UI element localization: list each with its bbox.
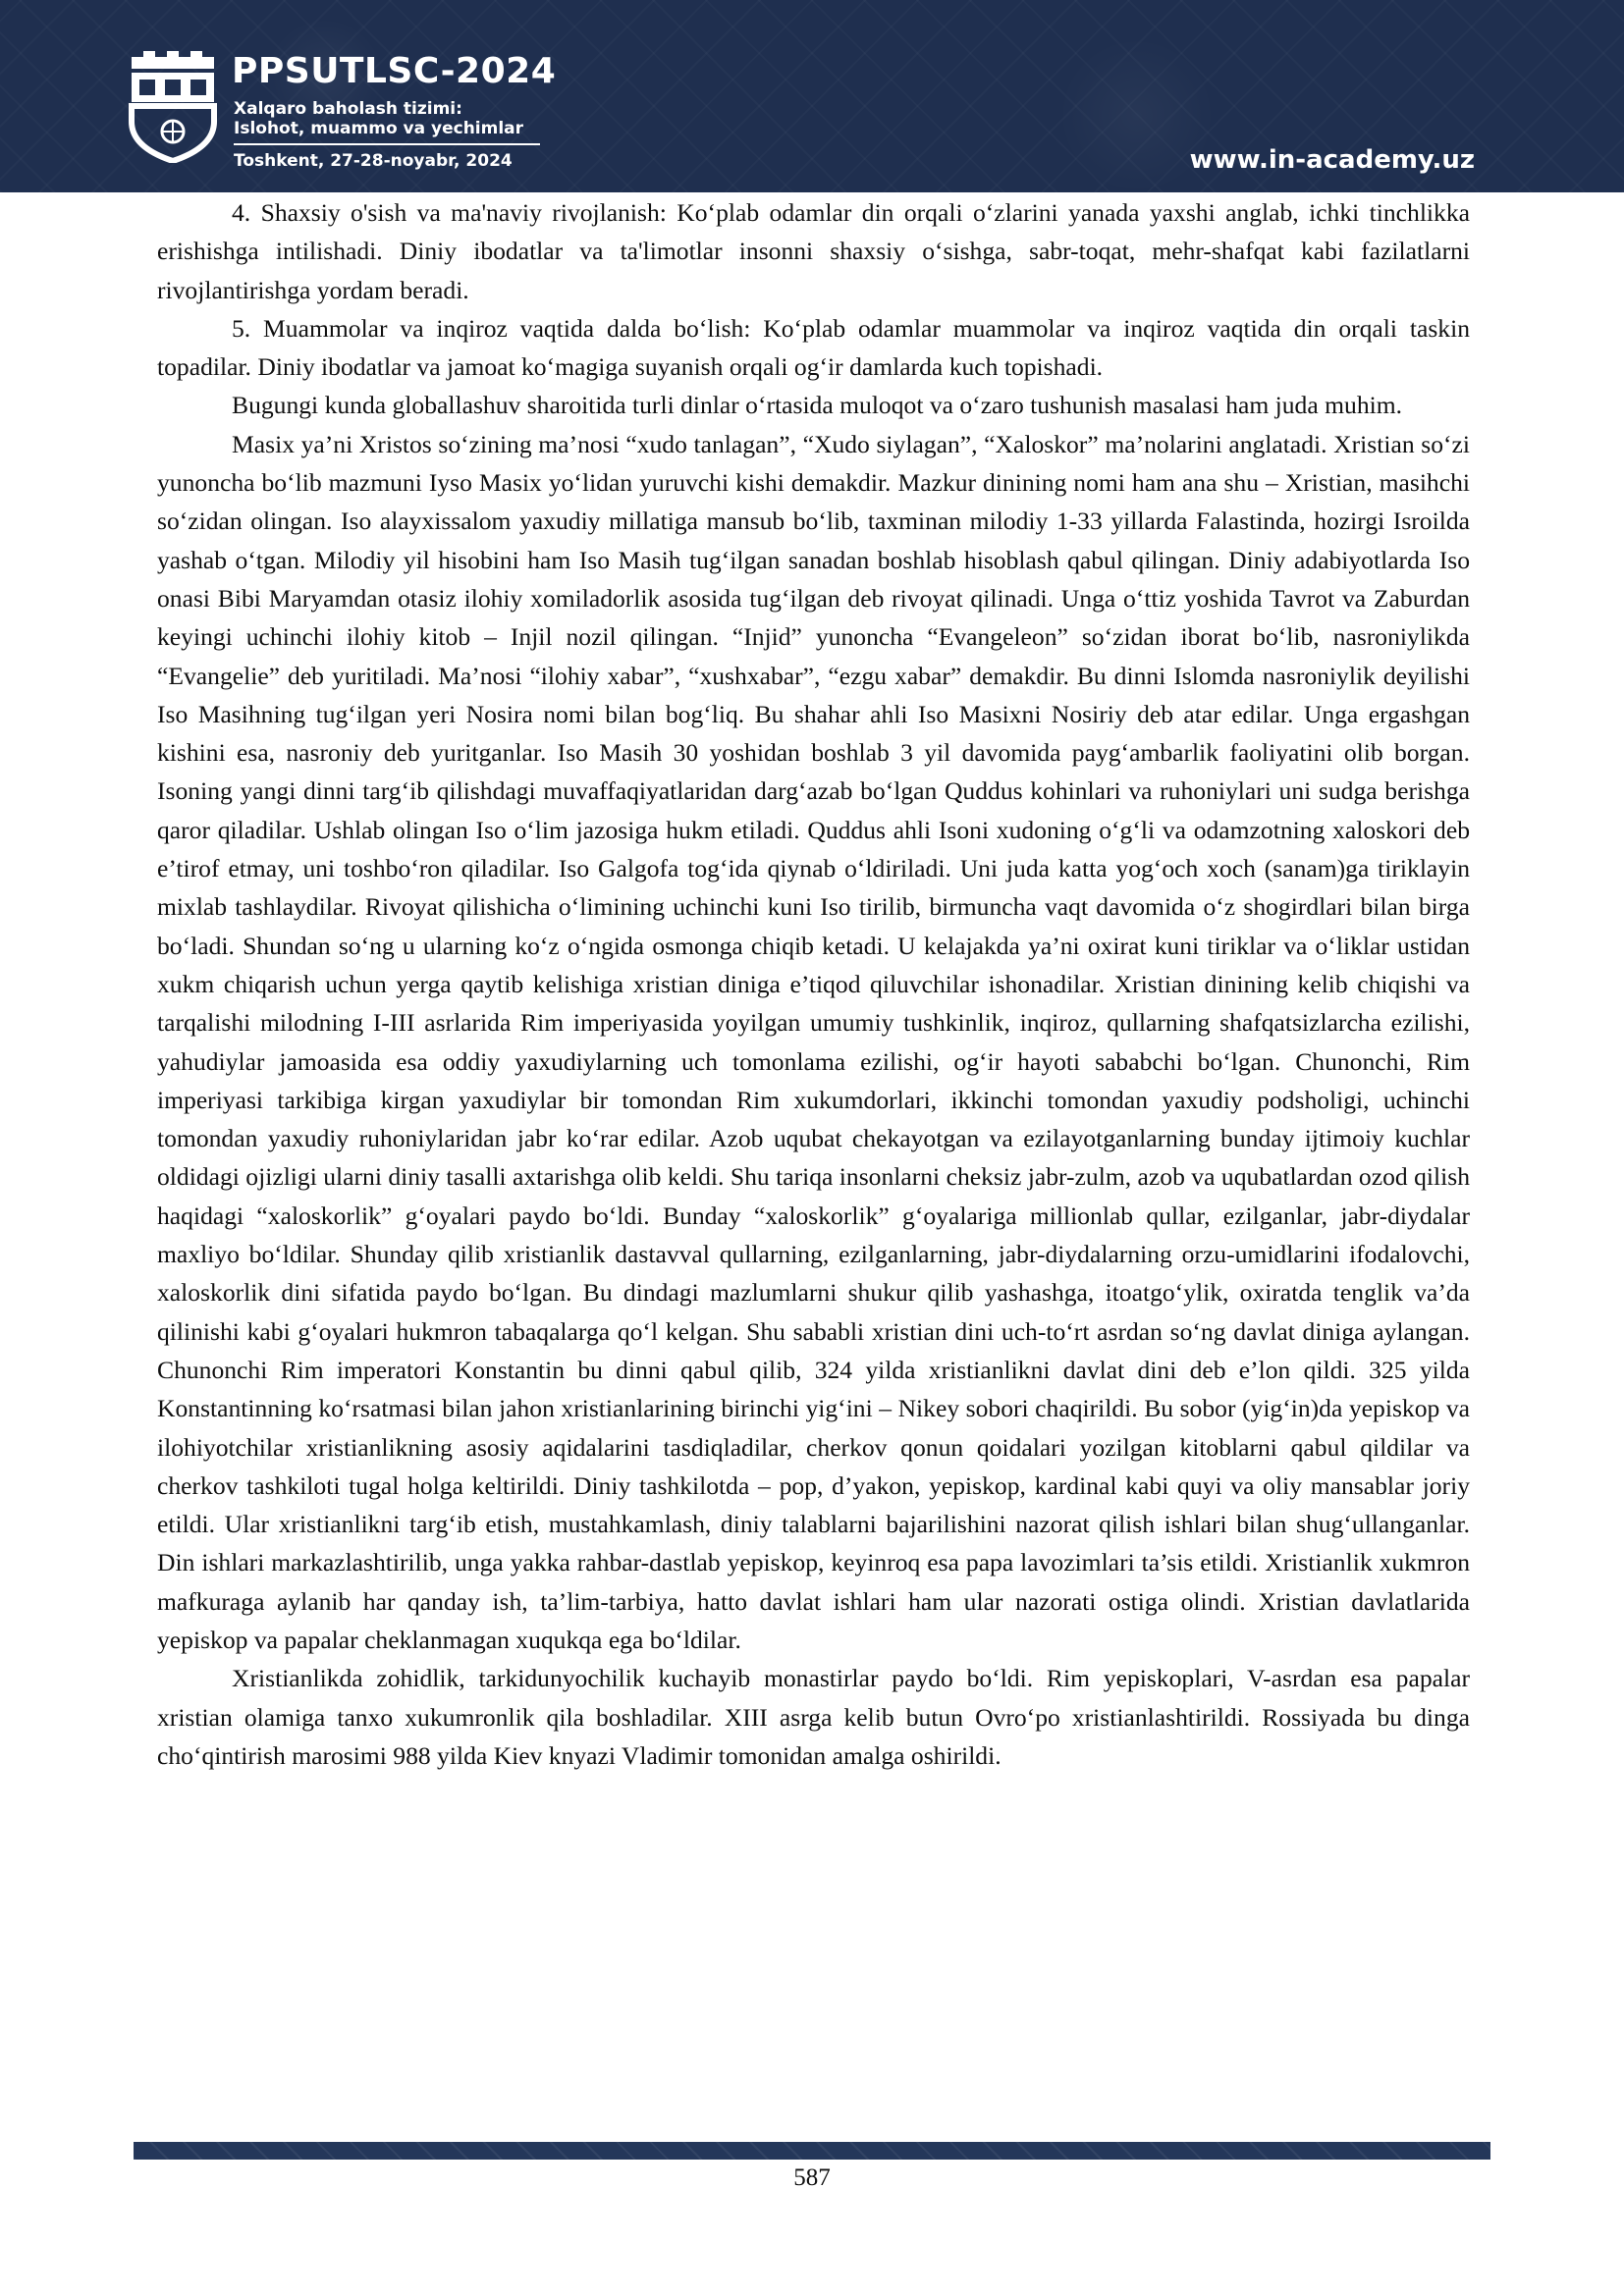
footer-band <box>134 2142 1490 2160</box>
conference-date: Toshkent, 27-28-noyabr, 2024 <box>234 151 513 171</box>
paragraph-crisis-support: 5. Muammolar va inqiroz vaqtida dalda bo‘lish: Ko‘plab odamlar muammolar va inqiroz vaqtida din orqali taskin topadilar. Diniy ibodatlar va jamoat ko‘magiga suyanish orqali og‘ir damlarda kuch topishadi. <box>157 313 1470 382</box>
fortress-shield-logo-icon <box>126 49 220 163</box>
conference-subtitle <box>234 99 523 138</box>
paragraph-christianity-history: Masix ya’ni Xristos so‘zining ma’nosi “xudo tanlagan”, “Xudo siylagan”, “Xaloskor” ma’nolarini anglatadi. Xristian so‘zi yunoncha bo‘lib mazmuni Iyso Masix yo‘lidan yuruvchi kishi demakdir. Mazkur dinining nomi ham ana shu – Xristian, masihchi so‘zidan olingan. Iso alayxissalom yaxudiy millatiga mansub bo‘lib, taxminan milodiy 1-33 yillarda Falastinda, hozirgi Isroilda yashab o‘tgan. Milodiy yil hisobini ham Iso Masih tug‘ilgan sanadan boshlab hisoblash qabul qilingan. Diniy adabiyotlarda Iso onasi Bibi Maryamdan otasiz ilohiy xomiladorlik asosida tug‘ilgan deb rivoyat qilinadi. Unga o‘ttiz yoshida Tavrot va Zaburdan keyingi uchinchi ilohiy kitob – Injil nozil qilingan. “Injid” yunoncha “Evangeleon” so‘zidan iborat bo‘lib, nasroniylikda “Evangelie” deb yuritiladi. Ma’nosi “ilohiy xabar”, “xushxabar”, “ezgu xabar” demakdir. Bu dinni Islomda nasroniylik deyilishi Iso Masihning tug‘ilgan yeri Nosira nomi bilan bog‘liq. Bu shahar ahli Iso Masixni Nosiriy deb atar edilar. Unga ergashgan kishini esa, nasroniy deb yuritganlar. Iso Masih 30 yoshidan boshlab 3 yil davomida payg‘ambarlik faoliyatini olib borgan. Isoning yangi dinni targ‘ib qilishdagi muvaffaqiyatlaridan darg‘azab bo‘lgan Quddus kohinlari va ruhoniylari uni sudga berishga qaror qiladilar. Ushlab olingan Iso o‘lim jazosiga hukm etiladi. Quddus ahli Isoni xudoning o‘g‘li va odamzotning xaloskori deb e’tirof etmay, uni toshbo‘ron qiladilar. Iso Galgofa tog‘ida qiynab o‘ldiriladi. Uni juda katta yog‘och xoch (sanam)ga tiriklayin mixlab tashlaydilar. Rivoyat qilishicha o‘limining uchinchi kuni Iso tirilib, birmuncha vaqt davomida o‘z shogirdlari bilan birga bo‘ladi. Shundan so‘ng u ularning ko‘z o‘ngida osmonga chiqib ketadi. U kelajakda ya’ni oxirat kuni tiriklar va o‘liklar ustidan xukm chiqarish uchun yerga qaytib kelishiga xristian diniga e’tiqod qiluvchilar ishonadilar. Xristian dinining kelib chiqishi va tarqalishi milodning I-III asrlarida Rim imperiyasida yoyilgan umumiy tushkinlik, inqiroz, qullarning shafqatsizlarcha ezilishi, yahudiylar jamoasida esa oddiy yaxudiylarning uch tomonlama ezilishi, og‘ir hayoti sababchi bo‘lgan. Chunonchi, Rim imperiyasi tarkibiga kirgan yaxudiylar bir tomondan Rim xukumdorlari, ikkinchi tomondan yaxudiy podsholigi, uchinchi tomondan yaxudiy ruhoniylaridan jabr ko‘rar edilar. Azob uqubat chekayotgan va ezilayotganlarning bunday ijtimoiy kuchlar oldidagi ojizligi ularni diniy tasalli axtarishga olib keldi. Shu tariqa insonlarni cheksiz jabr-zulm, azob va uqubatlardan ozod qilish haqidagi “xaloskorlik” g‘oyalari paydo bo‘ldi. Bunday “xaloskorlik” g‘oyalariga millionlab qullar, ezilganlar, jabr-diydalar maxliyo bo‘ldilar. Shunday qilib xristianlik dastavval qullarning, ezilganlarning, jabr-diydalarning orzu-umidlarini ifodalovchi, xaloskorlik dini sifatida paydo bo‘lgan. Bu dindagi mazlumlarni shukur qilib yashashga, itoatgo‘ylik, oxiratda tenglik va’da qilinishi kabi g‘oyalari hukmron tabaqalarga qo‘l kelgan. Shu sababli xristian dini uch-to‘rt asrdan so‘ng davlat diniga aylangan. Chunonchi Rim imperatori Konstantin bu dinni qabul qilib, 324 yilda xristianlikni davlat dini deb e’lon qildi. 325 yilda Konstantinning ko‘rsatmasi bilan jahon xristianlarining birinchi yig‘ini – Nikey sobori chaqirildi. Bu sobor (yig‘in)da yepiskop va ilohiyotchilar xristianlikning asosiy aqidalarini tasdiqladilar, cherkov qonun qoidalari yozilgan kitoblarni qabul qildilar va cherkov tashkiloti tugal holga keltirildi. Diniy tashkilotda – pop, d’yakon, yepiskop, kardinal kabi quyi va oliy mansablar joriy etildi. Ular xristianlikni targ‘ib etish, mustahkamlash, diniy talablarni bajarilishini nazorat qilish ishlari bilan shug‘ullanganlar. Din ishlari markazlashtirilib, unga yakka rahbar-dastlab yepiskop, keyinroq esa papa lavozimlari ta’sis etildi. Xristianlik xukmron mafkuraga aylanib har qanday ish, ta’lim-tarbiya, hatto davlat ishlari ham ular nazorati ostiga olindi. Xristian davlatlarida yepiskop va papalar cheklanmagan xuqukqa ega bo‘ldilar. <box>157 429 1470 1654</box>
paragraph-monasticism: Xristianlikda zohidlik, tarkidunyochilik kuchayib monastirlar paydo bo‘ldi. Rim yepiskoplari, V-asrdan esa papalar xristian olamiga tanxo xukumronlik qila boshladilar. XIII asrga kelib butun Ovro‘po xristianlashtirildi. Rossiyada bu dinga cho‘qintirish marosimi 988 yilda Kiev knyazi Vladimir tomonidan amalga oshirildi. <box>157 1664 1470 1770</box>
conference-subtitle-line2: Islohot, muammo va yechimlar <box>234 119 524 138</box>
website-link[interactable]: www.in-academy.uz <box>1189 145 1475 175</box>
article-body <box>157 193 1470 1775</box>
conference-subtitle-line1: Xalqaro baholash tizimi: <box>234 99 462 119</box>
paragraph-globalization: Bugungi kunda globallashuv sharoitida turli dinlar o‘rtasida muloqot va o‘zaro tushunish masalasi ham juda muhim. <box>232 391 1403 420</box>
page-header <box>0 0 1624 192</box>
conference-title: PPSUTLSC-2024 <box>232 51 557 91</box>
page-number: 587 <box>793 2164 831 2191</box>
paragraph-personal-growth: 4. Shaxsiy o'sish va ma'naviy rivojlanish: Ko‘plab odamlar din orqali o‘zlarini yanada yaxshi anglab, ichki tinchlikka erishishga intilishadi. Diniy ibodatlar va ta'limotlar insonni shaxsiy o‘sishga, sabr-toqat, mehr-shafqat kabi fazilatlarni rivojlantirishga yordam beradi. <box>157 198 1470 304</box>
header-divider <box>234 143 540 145</box>
